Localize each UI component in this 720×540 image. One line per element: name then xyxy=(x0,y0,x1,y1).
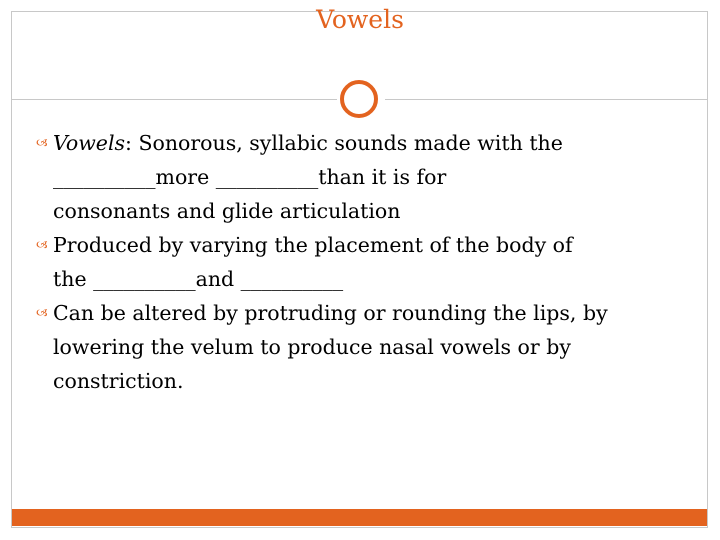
bullet-item-vowels-definition xyxy=(36,126,696,228)
fill-in-blank: __________ xyxy=(240,267,344,291)
fill-in-blank: __________ xyxy=(53,165,156,189)
term-vowels: Vowels xyxy=(53,131,126,155)
bottom-accent-bar xyxy=(12,509,707,526)
slide-title: Vowels xyxy=(316,5,404,34)
title-divider-left xyxy=(12,99,337,100)
divider-circle-ornament xyxy=(340,80,378,118)
bullet-arrow-icon: 🙢 xyxy=(36,306,48,320)
bullet-text: : Sonorous, syllabic sounds made with the xyxy=(125,131,563,155)
bullet-line: Produced by varying the placement of the body of xyxy=(53,233,573,257)
bullet-arrow-icon: 🙢 xyxy=(36,136,48,150)
bullet-line xyxy=(53,262,696,296)
bullet-list xyxy=(36,126,696,398)
bullet-line: consonants and glide articulation xyxy=(53,199,401,223)
bullet-line: constriction. xyxy=(53,369,184,393)
bullet-text: and xyxy=(195,267,241,291)
bullet-text: more xyxy=(155,165,216,189)
bullet-item-produced-by xyxy=(36,228,696,296)
bullet-line: lowering the velum to produce nasal vowels or by xyxy=(53,335,571,359)
bullet-text: the xyxy=(53,267,94,291)
fill-in-blank: __________ xyxy=(215,165,319,189)
fill-in-blank: __________ xyxy=(93,267,196,291)
bullet-item-altered-by xyxy=(36,296,696,398)
bullet-text: than it is for xyxy=(318,165,447,189)
bullet-line xyxy=(53,160,696,194)
title-divider-right xyxy=(385,99,707,100)
bullet-arrow-icon: 🙢 xyxy=(36,238,48,252)
bullet-line: Can be altered by protruding or rounding the lips, by xyxy=(53,301,608,325)
bullet-line xyxy=(53,126,696,160)
